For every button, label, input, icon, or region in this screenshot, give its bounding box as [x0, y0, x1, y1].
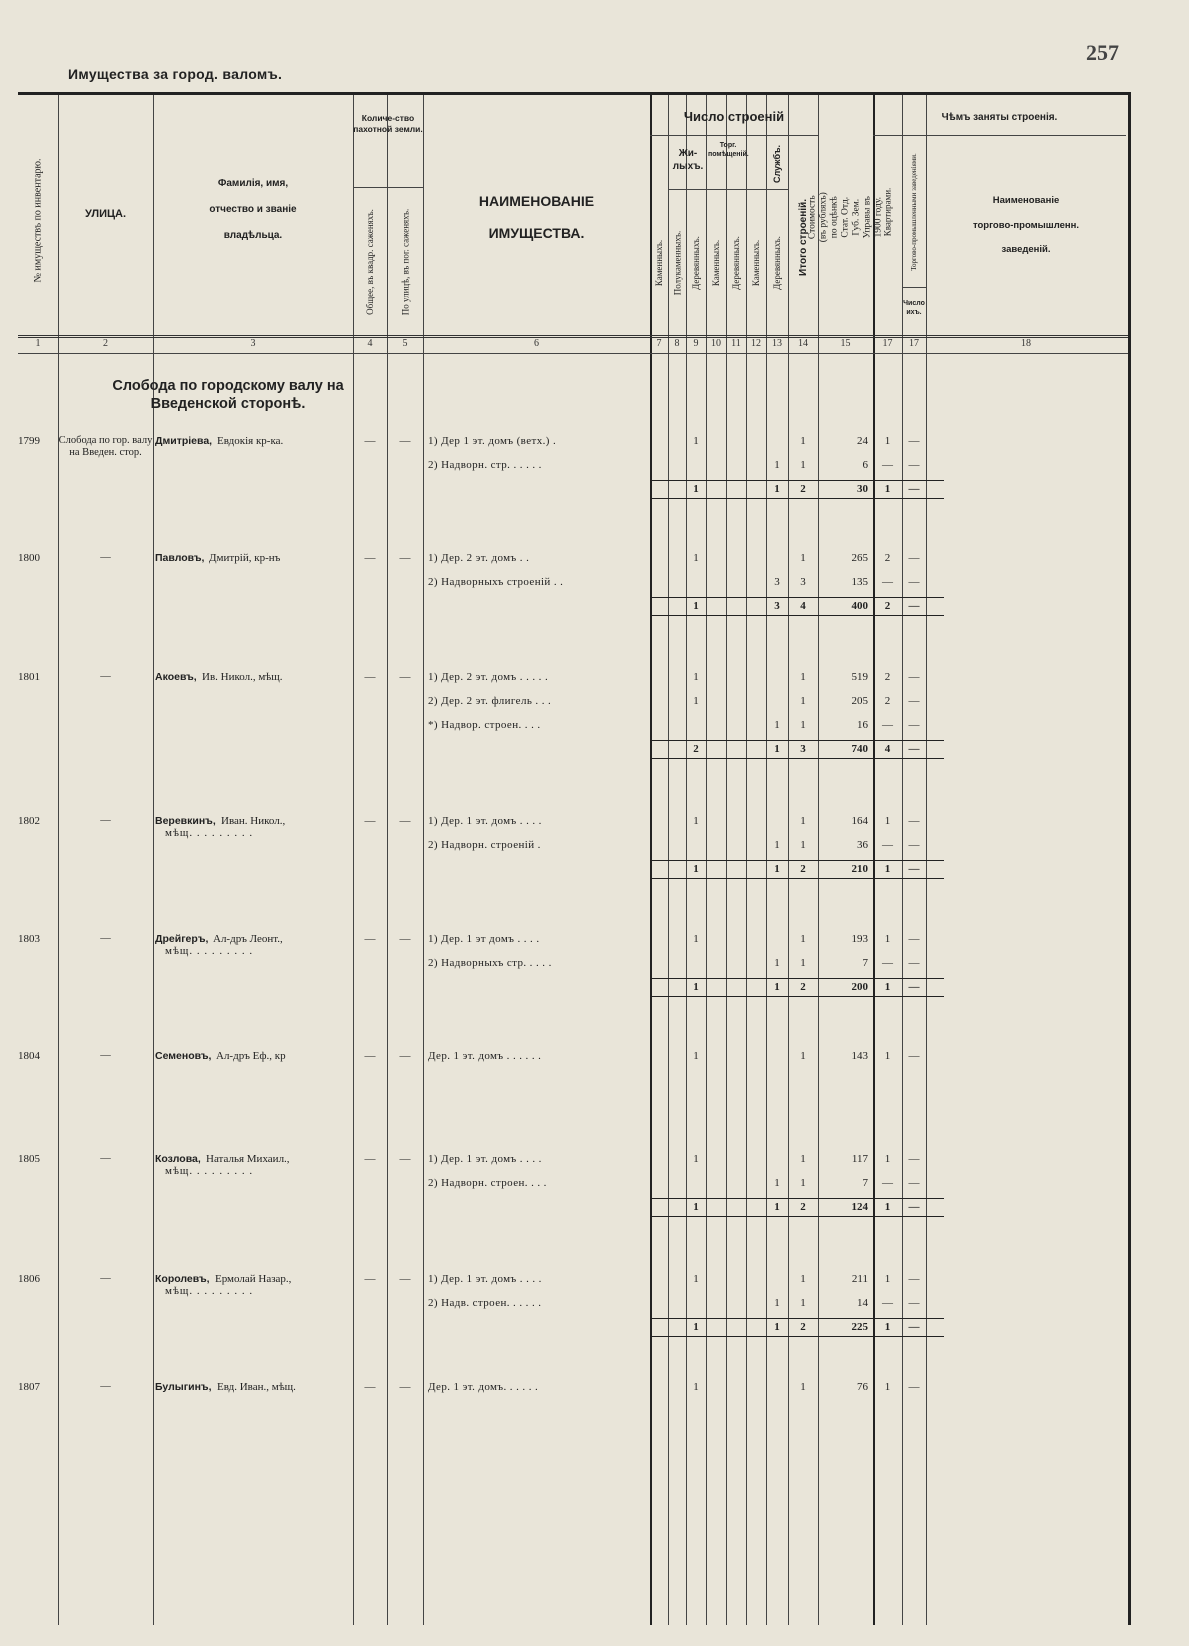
- item-total-buildings: 1: [800, 1273, 806, 1285]
- item-name: 1) Дер. 2 эт. домъ . .: [428, 552, 530, 564]
- total-apartments: 1: [884, 483, 891, 495]
- entry-owner-detail: Ал-дръ Еф., кр: [216, 1050, 286, 1062]
- item-apartments: 1: [884, 815, 891, 827]
- header-col14: Итого строеній.: [797, 198, 809, 276]
- column-number: 10: [711, 338, 721, 349]
- item-total-buildings: 1: [800, 957, 806, 969]
- rule: [668, 189, 788, 190]
- item-name: 2) Надв. строен. . . . . .: [428, 1297, 542, 1309]
- item-wooden-residential: 1: [693, 1381, 699, 1393]
- column-number: 11: [731, 338, 741, 349]
- total-apartments: 1: [884, 863, 891, 875]
- item-name: 1) Дер. 1 эт. домъ . . . .: [428, 815, 542, 827]
- total-value: 210: [851, 863, 868, 875]
- rule: [353, 187, 423, 188]
- subtotal-rule: [652, 996, 944, 997]
- entry-street: —: [100, 1381, 111, 1392]
- column-number: 3: [250, 338, 256, 349]
- header-col18: Наименованіе торгово-промышленн. заведеній.: [972, 195, 1080, 256]
- total-buildings: 2: [800, 1201, 806, 1213]
- item-name: 2) Надворныхъ строеній . .: [428, 576, 564, 588]
- item-wooden-service: 1: [774, 957, 780, 969]
- entry-land-total: —: [364, 552, 376, 564]
- item-name: 1) Дер. 2 эт. домъ . . . . .: [428, 671, 549, 683]
- item-apartments: —: [882, 576, 893, 588]
- item-establishments: —: [908, 1153, 920, 1165]
- item-value: 211: [851, 1273, 868, 1285]
- item-wooden-residential: 1: [693, 815, 699, 827]
- item-value: 76: [857, 1381, 868, 1393]
- item-wooden-residential: 1: [693, 552, 699, 564]
- item-wooden-service: 1: [774, 1177, 780, 1189]
- header-col15: Стоимость (въ рубляхъ) по оцѣнкѣ Стат. Отд. Губ. Зем. Управы въ 1900 году.: [807, 191, 883, 243]
- total-establishments: —: [908, 1321, 920, 1333]
- total-value: 225: [851, 1321, 868, 1333]
- item-apartments: 2: [884, 671, 891, 683]
- subtotal-rule: [652, 740, 944, 741]
- entry-land-street: —: [399, 1273, 411, 1285]
- item-total-buildings: 1: [800, 1177, 806, 1189]
- entry-street: —: [100, 671, 111, 682]
- item-total-buildings: 1: [800, 552, 806, 564]
- rule: [58, 95, 59, 1625]
- item-establishments: —: [908, 839, 920, 851]
- total-establishments: —: [908, 863, 920, 875]
- item-establishments: —: [908, 719, 920, 731]
- total-establishments: —: [908, 981, 920, 993]
- subtotal-rule: [652, 1318, 944, 1319]
- total-establishments: —: [908, 743, 920, 755]
- item-name: 2) Надворн. строен. . . .: [428, 1177, 547, 1189]
- subtotal-rule: [652, 1216, 944, 1217]
- total-apartments: 1: [884, 981, 891, 993]
- entry-street: —: [100, 1273, 111, 1284]
- entry-id: 1807: [18, 1381, 40, 1393]
- header-occupied-group: Чѣмъ заняты строенія.: [941, 112, 1058, 123]
- total-establishments: —: [908, 1201, 920, 1213]
- item-value: 16: [857, 719, 868, 731]
- entry-land-street: —: [399, 815, 411, 827]
- total-wooden-residential: 1: [693, 483, 699, 495]
- item-wooden-residential: 1: [693, 435, 699, 447]
- total-value: 124: [851, 1201, 868, 1213]
- column-number: 17: [909, 338, 919, 349]
- column-number: 2: [103, 338, 108, 349]
- entry-street: —: [100, 1153, 111, 1164]
- entry-land-street: —: [399, 933, 411, 945]
- item-value: 117: [851, 1153, 868, 1165]
- item-apartments: —: [882, 1177, 893, 1189]
- total-value: 200: [851, 981, 868, 993]
- entry-id: 1806: [18, 1273, 40, 1285]
- header-col16: Квартирами.: [882, 187, 893, 237]
- item-total-buildings: 1: [800, 839, 806, 851]
- entry-owner-detail: Евд. Иван., мѣщ.: [217, 1381, 296, 1393]
- entry-land-street: —: [399, 552, 411, 564]
- total-value: 400: [851, 600, 868, 612]
- item-wooden-residential: 1: [693, 1050, 699, 1062]
- entry-street: —: [100, 815, 111, 826]
- total-buildings: 3: [800, 743, 806, 755]
- total-wooden-residential: 1: [693, 981, 699, 993]
- item-name: 2) Надворн. стр. . . . . .: [428, 459, 542, 471]
- column-number: 15: [840, 338, 851, 349]
- header-buildings-group: Число строеній: [683, 109, 785, 124]
- item-total-buildings: 1: [800, 815, 806, 827]
- item-name: 1) Дер. 1 эт. домъ . . . .: [428, 1273, 542, 1285]
- entry-owner-detail: Евдокія кр-ка.: [217, 435, 284, 447]
- item-wooden-service: 1: [774, 839, 780, 851]
- header-col5: По улицѣ, въ пог. саженяхъ.: [400, 208, 410, 316]
- item-apartments: 1: [884, 933, 891, 945]
- item-apartments: —: [882, 1297, 893, 1309]
- entry-land-street: —: [399, 435, 411, 447]
- item-establishments: —: [908, 1050, 920, 1062]
- item-establishments: —: [908, 1381, 920, 1393]
- page-number: 257: [1086, 40, 1119, 65]
- item-value: 36: [857, 839, 868, 851]
- total-establishments: —: [908, 600, 920, 612]
- item-apartments: 1: [884, 1381, 891, 1393]
- entry-owner-name: Дмитріева,: [155, 435, 213, 447]
- entry-id: 1799: [18, 435, 40, 447]
- entry-land-total: —: [364, 1153, 376, 1165]
- subtotal-rule: [652, 1336, 944, 1337]
- total-wooden-service: 1: [774, 1201, 780, 1213]
- item-value: 24: [857, 435, 868, 447]
- item-value: 7: [862, 1177, 868, 1189]
- total-wooden-service: 1: [774, 483, 780, 495]
- header-col1: № имуществъ по инвентарю.: [32, 158, 44, 282]
- entry-id: 1805: [18, 1153, 40, 1165]
- subtotal-rule: [652, 758, 944, 759]
- item-establishments: —: [908, 576, 920, 588]
- entry-land-street: —: [399, 1381, 411, 1393]
- entry-id: 1801: [18, 671, 40, 683]
- entry-land-total: —: [364, 815, 376, 827]
- entry-street: —: [100, 552, 111, 563]
- column-number: 7: [656, 338, 662, 349]
- header-commercial: Торг. помѣщеній.: [708, 142, 749, 159]
- entry-owner-name: Козлова,: [155, 1153, 201, 1165]
- page-header: Имущества за город. валомъ.: [68, 66, 283, 82]
- item-total-buildings: 1: [800, 1381, 806, 1393]
- entry-id: 1803: [18, 933, 40, 945]
- item-apartments: 2: [884, 695, 891, 707]
- subtotal-rule: [652, 1198, 944, 1199]
- entry-owner-name: Веревкинъ,: [155, 815, 216, 827]
- entry-land-street: —: [399, 1153, 411, 1165]
- total-buildings: 2: [800, 981, 806, 993]
- column-number: 8: [674, 338, 680, 349]
- item-apartments: 1: [884, 435, 891, 447]
- entry-owner-detail: Ермолай Назар.,: [215, 1273, 292, 1285]
- entry-owner-name: Семеновъ,: [155, 1050, 212, 1062]
- item-total-buildings: 1: [800, 435, 806, 447]
- entry-street: —: [100, 933, 111, 944]
- column-number-rule: [18, 353, 1128, 354]
- header-residential: Жи-лыхъ.: [672, 148, 704, 172]
- item-name: 2) Надворныхъ стр. . . . .: [428, 957, 552, 969]
- item-apartments: —: [882, 839, 893, 851]
- entry-owner-name: Королевъ,: [155, 1273, 210, 1285]
- total-buildings: 2: [800, 483, 806, 495]
- entry-land-total: —: [364, 1381, 376, 1393]
- total-wooden-residential: 1: [693, 600, 699, 612]
- column-number: 6: [534, 338, 539, 349]
- item-name: 2) Дер. 2 эт. флигель . . .: [428, 695, 552, 707]
- item-name: 1) Дер. 1 эт. домъ . . . .: [428, 1153, 542, 1165]
- item-establishments: —: [908, 933, 920, 945]
- total-wooden-service: 1: [774, 1321, 780, 1333]
- total-buildings: 4: [800, 600, 806, 612]
- total-wooden-service: 1: [774, 981, 780, 993]
- entry-owner-detail: Иван. Никол.,: [221, 815, 286, 827]
- entry-id: 1802: [18, 815, 40, 827]
- entry-owner-line2: мѣщ. . . . . . . . .: [165, 1285, 254, 1297]
- item-establishments: —: [908, 1177, 920, 1189]
- entry-owner-name: Акоевъ,: [155, 671, 197, 683]
- rule: [873, 135, 1126, 136]
- item-wooden-residential: 1: [693, 1273, 699, 1285]
- entry-land-total: —: [364, 933, 376, 945]
- column-number: 12: [751, 338, 761, 349]
- subtotal-rule: [652, 978, 944, 979]
- header-col4: Общее, въ квадр. саженяхъ.: [365, 209, 375, 315]
- subtotal-rule: [652, 860, 944, 861]
- item-wooden-service: 3: [774, 576, 780, 588]
- item-value: 14: [857, 1297, 868, 1309]
- item-name: Дер. 1 эт. домъ . . . . . .: [428, 1050, 542, 1062]
- item-total-buildings: 1: [800, 459, 806, 471]
- header-owner: Фамилія, имя, отчество и званіе владѣльца.: [209, 178, 297, 241]
- header-col17-sub: Число ихъ.: [903, 300, 925, 317]
- item-value: 519: [851, 671, 868, 683]
- section-title: Слобода по городскому валу на Введенской сторонѣ.: [112, 378, 344, 413]
- total-wooden-residential: 1: [693, 863, 699, 875]
- item-value: 135: [851, 576, 868, 588]
- entry-owner-line2: мѣщ. . . . . . . . .: [165, 945, 254, 957]
- header-col9: Деревянныхъ.: [691, 236, 701, 290]
- header-col10: Каменныхъ.: [711, 239, 721, 287]
- item-apartments: —: [882, 719, 893, 731]
- entry-owner-name: Булыгинъ,: [155, 1381, 212, 1393]
- ledger-table: [18, 92, 1131, 1625]
- item-total-buildings: 1: [800, 1050, 806, 1062]
- subtotal-rule: [652, 878, 944, 879]
- total-apartments: 1: [884, 1321, 891, 1333]
- entry-land-street: —: [399, 671, 411, 683]
- item-total-buildings: 1: [800, 671, 806, 683]
- item-establishments: —: [908, 435, 920, 447]
- item-wooden-residential: 1: [693, 1153, 699, 1165]
- column-number: 4: [367, 338, 373, 349]
- total-apartments: 2: [884, 600, 891, 612]
- entry-street: Слобода по гор. валу на Введен. стор.: [58, 435, 153, 459]
- total-buildings: 2: [800, 863, 806, 875]
- item-name: *) Надвор. строен. . . .: [428, 719, 541, 731]
- column-number: 1: [35, 338, 41, 349]
- total-establishments: —: [908, 483, 920, 495]
- entry-owner-name: Дрейгеръ,: [155, 933, 209, 945]
- item-value: 143: [851, 1050, 868, 1062]
- total-value: 740: [851, 743, 868, 755]
- entry-street: —: [100, 1050, 111, 1061]
- item-name: 1) Дер 1 эт. домъ (ветх.) .: [428, 435, 557, 447]
- subtotal-rule: [652, 615, 944, 616]
- item-wooden-service: 1: [774, 459, 780, 471]
- entry-id: 1804: [18, 1050, 40, 1062]
- column-number: 5: [402, 338, 408, 349]
- column-number: 17: [882, 338, 893, 349]
- item-apartments: 1: [884, 1050, 891, 1062]
- item-name: Дер. 1 эт. домъ. . . . . .: [428, 1381, 539, 1393]
- item-establishments: —: [908, 552, 920, 564]
- header-col12: Каменныхъ.: [751, 239, 761, 287]
- header-col7: Каменныхъ.: [654, 239, 664, 287]
- column-number: 18: [1021, 338, 1031, 349]
- rule: [153, 95, 154, 1625]
- entry-id: 1800: [18, 552, 40, 564]
- header-street: УЛИЦА.: [84, 208, 127, 220]
- item-wooden-residential: 1: [693, 933, 699, 945]
- entry-land-total: —: [364, 671, 376, 683]
- item-establishments: —: [908, 1273, 920, 1285]
- total-wooden-residential: 1: [693, 1321, 699, 1333]
- item-value: 265: [851, 552, 868, 564]
- item-value: 205: [851, 695, 868, 707]
- total-value: 30: [857, 483, 868, 495]
- entry-owner-detail: Наталья Михаил.,: [206, 1153, 290, 1165]
- rule: [902, 287, 926, 288]
- item-total-buildings: 1: [800, 1297, 806, 1309]
- item-wooden-service: 1: [774, 1297, 780, 1309]
- header-col13: Деревянныхъ.: [772, 236, 782, 290]
- item-value: 6: [862, 459, 868, 471]
- total-wooden-service: 1: [774, 863, 780, 875]
- item-wooden-residential: 1: [693, 695, 699, 707]
- header-col11: Деревянныхъ.: [731, 236, 741, 290]
- item-total-buildings: 3: [800, 576, 806, 588]
- entry-owner-detail: Ив. Никол., мѣщ.: [202, 671, 283, 683]
- column-number: 9: [693, 338, 699, 349]
- total-wooden-residential: 2: [693, 743, 699, 755]
- item-apartments: 1: [884, 1273, 891, 1285]
- item-wooden-service: 1: [774, 719, 780, 731]
- header-property: НАИМЕНОВАНІЕ ИМУЩЕСТВА.: [478, 193, 595, 242]
- entry-land-total: —: [364, 435, 376, 447]
- item-total-buildings: 1: [800, 933, 806, 945]
- header-col8: Полукаменныхъ.: [672, 230, 683, 296]
- item-establishments: —: [908, 671, 920, 683]
- total-apartments: 1: [884, 1201, 891, 1213]
- item-total-buildings: 1: [800, 719, 806, 731]
- entry-land-street: —: [399, 1050, 411, 1062]
- item-apartments: 1: [884, 1153, 891, 1165]
- rule: [423, 95, 424, 1625]
- item-name: 2) Надворн. строеній .: [428, 839, 541, 851]
- subtotal-rule: [652, 498, 944, 499]
- total-wooden-service: 1: [774, 743, 780, 755]
- item-apartments: 2: [884, 552, 891, 564]
- entry-land-total: —: [364, 1273, 376, 1285]
- item-apartments: —: [882, 459, 893, 471]
- header-land-group: Количе-ство пахотной земли.: [353, 113, 423, 135]
- item-establishments: —: [908, 459, 920, 471]
- item-value: 7: [862, 957, 868, 969]
- header-service: Службъ.: [772, 144, 783, 184]
- item-establishments: —: [908, 695, 920, 707]
- entry-owner-detail: Ал-дръ Леонт.,: [213, 933, 283, 945]
- total-wooden-service: 3: [774, 600, 780, 612]
- subtotal-rule: [652, 480, 944, 481]
- column-number: 13: [772, 338, 782, 349]
- entry-owner-detail: Дмитрій, кр-нъ: [209, 552, 281, 564]
- item-total-buildings: 1: [800, 1153, 806, 1165]
- rule: [650, 135, 818, 136]
- total-apartments: 4: [884, 743, 891, 755]
- item-establishments: —: [908, 957, 920, 969]
- item-value: 164: [851, 815, 868, 827]
- total-wooden-residential: 1: [693, 1201, 699, 1213]
- item-value: 193: [851, 933, 868, 945]
- item-apartments: —: [882, 957, 893, 969]
- header-col17: Торгово-промышленными заведеніями.: [910, 153, 918, 271]
- item-total-buildings: 1: [800, 695, 806, 707]
- item-establishments: —: [908, 1297, 920, 1309]
- item-name: 1) Дер. 1 эт домъ . . . .: [428, 933, 540, 945]
- entry-owner-name: Павловъ,: [155, 552, 205, 564]
- entry-land-total: —: [364, 1050, 376, 1062]
- entry-owner-line2: мѣщ. . . . . . . . .: [165, 1165, 254, 1177]
- column-number: 14: [798, 338, 808, 349]
- item-wooden-residential: 1: [693, 671, 699, 683]
- entry-owner-line2: мѣщ. . . . . . . . .: [165, 827, 254, 839]
- total-buildings: 2: [800, 1321, 806, 1333]
- subtotal-rule: [652, 597, 944, 598]
- item-establishments: —: [908, 815, 920, 827]
